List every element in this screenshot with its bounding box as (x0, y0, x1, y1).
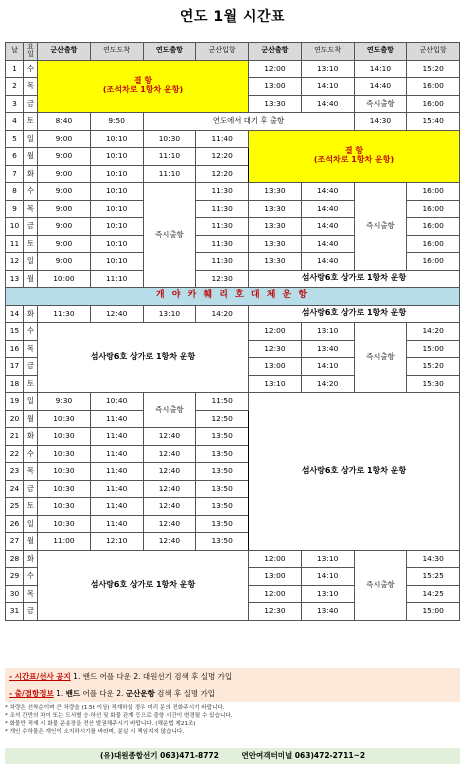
time-cell: 8:40 (38, 113, 91, 131)
time-cell: 13:50 (196, 445, 249, 463)
time-cell: 15:20 (407, 60, 460, 78)
time-cell: 14:10 (301, 568, 354, 586)
dow-cell: 토 (24, 375, 38, 393)
time-cell: 12:50 (196, 410, 249, 428)
time-cell: 11:30 (196, 218, 249, 236)
time-cell: 10:10 (90, 183, 143, 201)
time-cell: 13:40 (301, 340, 354, 358)
table-row (6, 130, 460, 148)
time-cell: 10:40 (90, 393, 143, 411)
time-cell: 15:00 (407, 340, 460, 358)
header-row (6, 43, 460, 61)
time-cell: 10:30 (38, 463, 91, 481)
date-cell: 21 (6, 428, 24, 446)
time-cell: 12:00 (249, 60, 302, 78)
time-cell: 13:40 (301, 603, 354, 621)
time-cell: 11:10 (143, 148, 196, 166)
time-cell: 10:30 (143, 130, 196, 148)
cancelled-note: (조석차로 1항차 운항) (313, 155, 395, 165)
time-cell: 11:50 (196, 393, 249, 411)
time-cell: 13:30 (249, 218, 302, 236)
dow-cell: 금 (24, 218, 38, 236)
dow-cell: 목 (24, 463, 38, 481)
header-gunsan-arrive-2: 군산입항 (407, 43, 460, 61)
date-cell: 26 (6, 515, 24, 533)
departure-info-text: 어플 다운 2. (80, 689, 126, 698)
time-cell: 14:40 (301, 235, 354, 253)
timetable (5, 42, 460, 621)
time-cell: 11:10 (143, 165, 196, 183)
time-cell: 14:40 (301, 218, 354, 236)
substitute-banner: 개 야 카 훼 리 호 대 체 운 항 (6, 288, 460, 306)
time-cell: 12:40 (143, 515, 196, 533)
time-cell: 12:00 (249, 585, 302, 603)
time-cell: 9:00 (38, 183, 91, 201)
seasarang-note: 섬사랑6호 상가로 1항차 운항 (38, 323, 249, 393)
schedule-notice (5, 668, 460, 685)
time-cell: 15:20 (407, 358, 460, 376)
time-cell: 10:10 (90, 253, 143, 271)
date-cell: 13 (6, 270, 24, 288)
time-cell: 14:30 (407, 550, 460, 568)
table-row (6, 288, 460, 306)
time-cell: 12:30 (196, 270, 249, 288)
dow-cell: 목 (24, 78, 38, 96)
time-cell: 13:10 (143, 305, 196, 323)
time-cell: 11:40 (196, 130, 249, 148)
time-cell: 9:00 (38, 253, 91, 271)
time-cell: 9:00 (38, 235, 91, 253)
time-cell: 12:10 (90, 533, 143, 551)
date-cell: 12 (6, 253, 24, 271)
time-cell: 14:40 (354, 78, 407, 96)
table-row (6, 113, 460, 131)
header-yeondo-arrive-2: 연도도착 (301, 43, 354, 61)
wait-note: 연도에서 대기 후 출항 (143, 113, 354, 131)
date-cell: 11 (6, 235, 24, 253)
time-cell: 11:30 (38, 305, 91, 323)
date-cell: 20 (6, 410, 24, 428)
cancelled-title: 결 항 (344, 146, 364, 156)
time-cell: 10:10 (90, 130, 143, 148)
header-date: 날 (6, 43, 24, 61)
date-cell: 18 (6, 375, 24, 393)
time-cell: 14:40 (301, 200, 354, 218)
dow-cell: 수 (24, 445, 38, 463)
time-cell: 14:10 (301, 358, 354, 376)
time-cell: 13:10 (301, 550, 354, 568)
time-cell: 12:00 (249, 550, 302, 568)
time-cell: 16:00 (407, 235, 460, 253)
date-cell: 17 (6, 358, 24, 376)
date-cell: 27 (6, 533, 24, 551)
date-cell: 15 (6, 323, 24, 341)
dow-cell: 수 (24, 323, 38, 341)
dow-cell: 목 (24, 200, 38, 218)
time-cell: 14:10 (354, 60, 407, 78)
header-dow: 요 일 (24, 43, 38, 61)
dow-cell: 월 (24, 270, 38, 288)
time-cell: 15:40 (407, 113, 460, 131)
time-cell: 10:30 (38, 428, 91, 446)
time-cell: 13:10 (301, 585, 354, 603)
time-cell: 12:40 (143, 463, 196, 481)
time-cell: 9:00 (38, 218, 91, 236)
date-cell: 16 (6, 340, 24, 358)
time-cell: 16:00 (407, 183, 460, 201)
cancelled-block (249, 130, 460, 183)
time-cell: 10:30 (38, 480, 91, 498)
time-cell: 10:10 (90, 200, 143, 218)
header-yeondo-arrive-1: 연도도착 (90, 43, 143, 61)
time-cell: 11:40 (90, 515, 143, 533)
table-row (6, 550, 460, 568)
seasarang-note: 섬사랑6호 상가로 1항차 운항 (38, 550, 249, 620)
time-cell: 13:50 (196, 533, 249, 551)
band-app-text: 밴드 (65, 689, 81, 698)
time-cell: 13:50 (196, 428, 249, 446)
time-cell: 13:50 (196, 480, 249, 498)
time-cell: 12:30 (249, 340, 302, 358)
dow-cell: 목 (24, 585, 38, 603)
time-cell: 15:30 (407, 375, 460, 393)
time-cell: 10:30 (38, 498, 91, 516)
time-cell: 11:30 (196, 253, 249, 271)
time-cell: 10:00 (38, 270, 91, 288)
cancelled-title: 결 항 (133, 76, 153, 86)
time-cell: 16:00 (407, 200, 460, 218)
seasarang-note: 섬사랑6호 상가로 1항차 운항 (249, 393, 460, 551)
date-cell: 10 (6, 218, 24, 236)
dow-cell: 월 (24, 410, 38, 428)
date-cell: 22 (6, 445, 24, 463)
date-cell: 30 (6, 585, 24, 603)
immediate-depart-cell: 즉시출항 (143, 393, 196, 428)
table-row (6, 183, 460, 201)
time-cell: 16:00 (407, 218, 460, 236)
time-cell: 11:30 (196, 235, 249, 253)
time-cell: 11:10 (90, 270, 143, 288)
immediate-depart-cell: 즉시출항 (354, 323, 407, 393)
table-row (6, 270, 460, 288)
time-cell: 13:50 (196, 498, 249, 516)
time-cell: 11:30 (196, 200, 249, 218)
time-cell: 12:40 (143, 498, 196, 516)
time-cell: 12:40 (90, 305, 143, 323)
time-cell: 14:30 (354, 113, 407, 131)
time-cell: 15:25 (407, 568, 460, 586)
time-cell: 12:20 (196, 165, 249, 183)
dow-cell: 일 (24, 393, 38, 411)
contact-footer (5, 748, 460, 764)
time-cell: 10:10 (90, 148, 143, 166)
time-cell: 13:50 (196, 515, 249, 533)
header-yeondo-depart-2: 연도출항 (354, 43, 407, 61)
time-cell: 14:25 (407, 585, 460, 603)
dow-cell: 수 (24, 183, 38, 201)
time-cell: 14:20 (407, 323, 460, 341)
dow-cell: 일 (24, 515, 38, 533)
table-row (6, 393, 460, 411)
schedule-notice-label: - 시간표/선사 공지 (9, 672, 71, 681)
time-cell: 13:30 (249, 200, 302, 218)
seasarang-note: 섬사랑6호 상가로 1항차 운항 (249, 270, 460, 288)
time-cell: 9:00 (38, 200, 91, 218)
date-cell: 2 (6, 78, 24, 96)
time-cell: 12:20 (196, 148, 249, 166)
time-cell: 13:50 (196, 463, 249, 481)
dow-cell: 금 (24, 95, 38, 113)
seasarang-note: 섬사랑6호 상가로 1항차 운항 (249, 305, 460, 323)
immediate-depart-cell: 즉시출항 (354, 550, 407, 620)
time-cell: 13:00 (249, 568, 302, 586)
dow-cell: 토 (24, 235, 38, 253)
time-cell: 11:40 (90, 463, 143, 481)
dow-cell: 일 (24, 130, 38, 148)
date-cell: 31 (6, 603, 24, 621)
date-cell: 28 (6, 550, 24, 568)
dow-cell: 월 (24, 533, 38, 551)
time-cell: 11:30 (196, 183, 249, 201)
time-cell: 16:00 (407, 95, 460, 113)
departure-info-label: - 출/결항정보 (9, 689, 54, 698)
departure-info-text: 검색 후 실명 가입 (154, 689, 216, 698)
time-cell: 9:00 (38, 148, 91, 166)
dow-cell: 화 (24, 165, 38, 183)
date-cell: 1 (6, 60, 24, 78)
date-cell: 7 (6, 165, 24, 183)
date-cell: 8 (6, 183, 24, 201)
time-cell: 14:20 (301, 375, 354, 393)
page-title: 연도 1월 시간표 (179, 9, 286, 25)
time-cell: 14:40 (301, 95, 354, 113)
dow-cell: 목 (24, 340, 38, 358)
date-cell: 5 (6, 130, 24, 148)
schedule-notice-text: 1. 밴드 어플 다운 2. 대원선기 검색 후 실명 가입 (70, 672, 233, 681)
time-cell: 16:00 (407, 78, 460, 96)
dow-cell: 화 (24, 428, 38, 446)
timetable-body (6, 60, 460, 620)
date-cell: 25 (6, 498, 24, 516)
departure-info-text: 1. (53, 689, 66, 698)
contact-daewon: (유)대원종합선기 063)471-8772 (99, 751, 219, 760)
contact-terminal: 연안여객터미널 063)472-2711~2 (241, 751, 366, 760)
dow-cell: 금 (24, 358, 38, 376)
time-cell: 13:00 (249, 358, 302, 376)
date-cell: 24 (6, 480, 24, 498)
time-cell: 10:30 (38, 410, 91, 428)
table-row (6, 305, 460, 323)
immediate-depart-cell: 즉시출항 (354, 183, 407, 271)
time-cell: 13:30 (249, 235, 302, 253)
dow-cell: 수 (24, 568, 38, 586)
dow-cell: 화 (24, 305, 38, 323)
fine-print-line: * 조석 간만의 차이 또는 도서별 승·하선 및 화물 관계 등으로 출항 시간이 변경될 수 있습니다. (5, 713, 233, 720)
time-cell: 15:00 (407, 603, 460, 621)
header-yeondo-depart-1: 연도출항 (143, 43, 196, 61)
gunsan-unhang-text: 군산운항 (125, 689, 155, 698)
time-cell: 13:10 (301, 323, 354, 341)
time-cell: 12:30 (249, 603, 302, 621)
time-cell: 11:00 (38, 533, 91, 551)
time-cell: 11:40 (90, 410, 143, 428)
time-cell: 10:10 (90, 165, 143, 183)
cancelled-note: (조석차로 1항차 운항) (102, 85, 184, 95)
header-gunsan-depart-2: 군산출항 (249, 43, 302, 61)
date-cell: 3 (6, 95, 24, 113)
time-cell: 12:40 (143, 533, 196, 551)
time-cell: 12:40 (143, 428, 196, 446)
date-cell: 23 (6, 463, 24, 481)
time-cell: 11:40 (90, 445, 143, 463)
time-cell: 13:00 (249, 78, 302, 96)
time-cell: 11:40 (90, 480, 143, 498)
dow-cell: 월 (24, 148, 38, 166)
time-cell: 10:10 (90, 218, 143, 236)
time-cell: 10:30 (38, 445, 91, 463)
date-cell: 4 (6, 113, 24, 131)
time-cell: 12:40 (143, 445, 196, 463)
dow-cell: 수 (24, 60, 38, 78)
table-row (6, 323, 460, 341)
time-cell: 14:40 (301, 253, 354, 271)
date-cell: 19 (6, 393, 24, 411)
dow-cell: 토 (24, 113, 38, 131)
time-cell: 13:10 (249, 375, 302, 393)
time-cell: 11:40 (90, 428, 143, 446)
fine-print-line: * 차량은 선착순이며 큰 차량을 (1.5t 이상) 적재하실 경우 미리 문의 전화주시기 바랍니다. (5, 705, 225, 711)
fine-print-line: * 화물만 적재 시 화물 운송장을 전산 발권해주시기 바랍니다. (해운법 제21조) (5, 721, 196, 728)
time-cell: 9:00 (38, 130, 91, 148)
fine-print-line: * 개인 수하물은 개인이 소지하시기를 바라며, 분실 시 책임지지 않습니다. (5, 729, 185, 736)
immediate-depart-cell: 즉시출항 (143, 183, 196, 288)
time-cell: 9:00 (38, 165, 91, 183)
time-cell: 10:10 (90, 235, 143, 253)
time-cell: 9:50 (90, 113, 143, 131)
time-cell: 10:30 (38, 515, 91, 533)
time-cell: 13:10 (301, 60, 354, 78)
dow-cell: 일 (24, 253, 38, 271)
header-gunsan-depart-1: 군산출항 (38, 43, 91, 61)
cancelled-block (38, 60, 249, 113)
table-row (6, 60, 460, 78)
time-cell: 13:30 (249, 253, 302, 271)
dow-cell: 화 (24, 550, 38, 568)
date-cell: 29 (6, 568, 24, 586)
time-cell: 14:40 (301, 183, 354, 201)
date-cell: 6 (6, 148, 24, 166)
date-cell: 9 (6, 200, 24, 218)
time-cell: 14:20 (196, 305, 249, 323)
date-cell: 14 (6, 305, 24, 323)
dow-cell: 토 (24, 498, 38, 516)
time-cell: 즉시출항 (354, 95, 407, 113)
dow-cell: 금 (24, 603, 38, 621)
time-cell: 12:40 (143, 480, 196, 498)
header-gunsan-arrive-1: 군산입항 (196, 43, 249, 61)
time-cell: 13:30 (249, 95, 302, 113)
departure-info-notice (5, 685, 460, 702)
time-cell: 11:40 (90, 498, 143, 516)
time-cell: 14:10 (301, 78, 354, 96)
time-cell: 16:00 (407, 253, 460, 271)
time-cell: 9:30 (38, 393, 91, 411)
fine-print (5, 704, 460, 736)
time-cell: 12:00 (249, 323, 302, 341)
dow-cell: 금 (24, 480, 38, 498)
time-cell: 13:30 (249, 183, 302, 201)
